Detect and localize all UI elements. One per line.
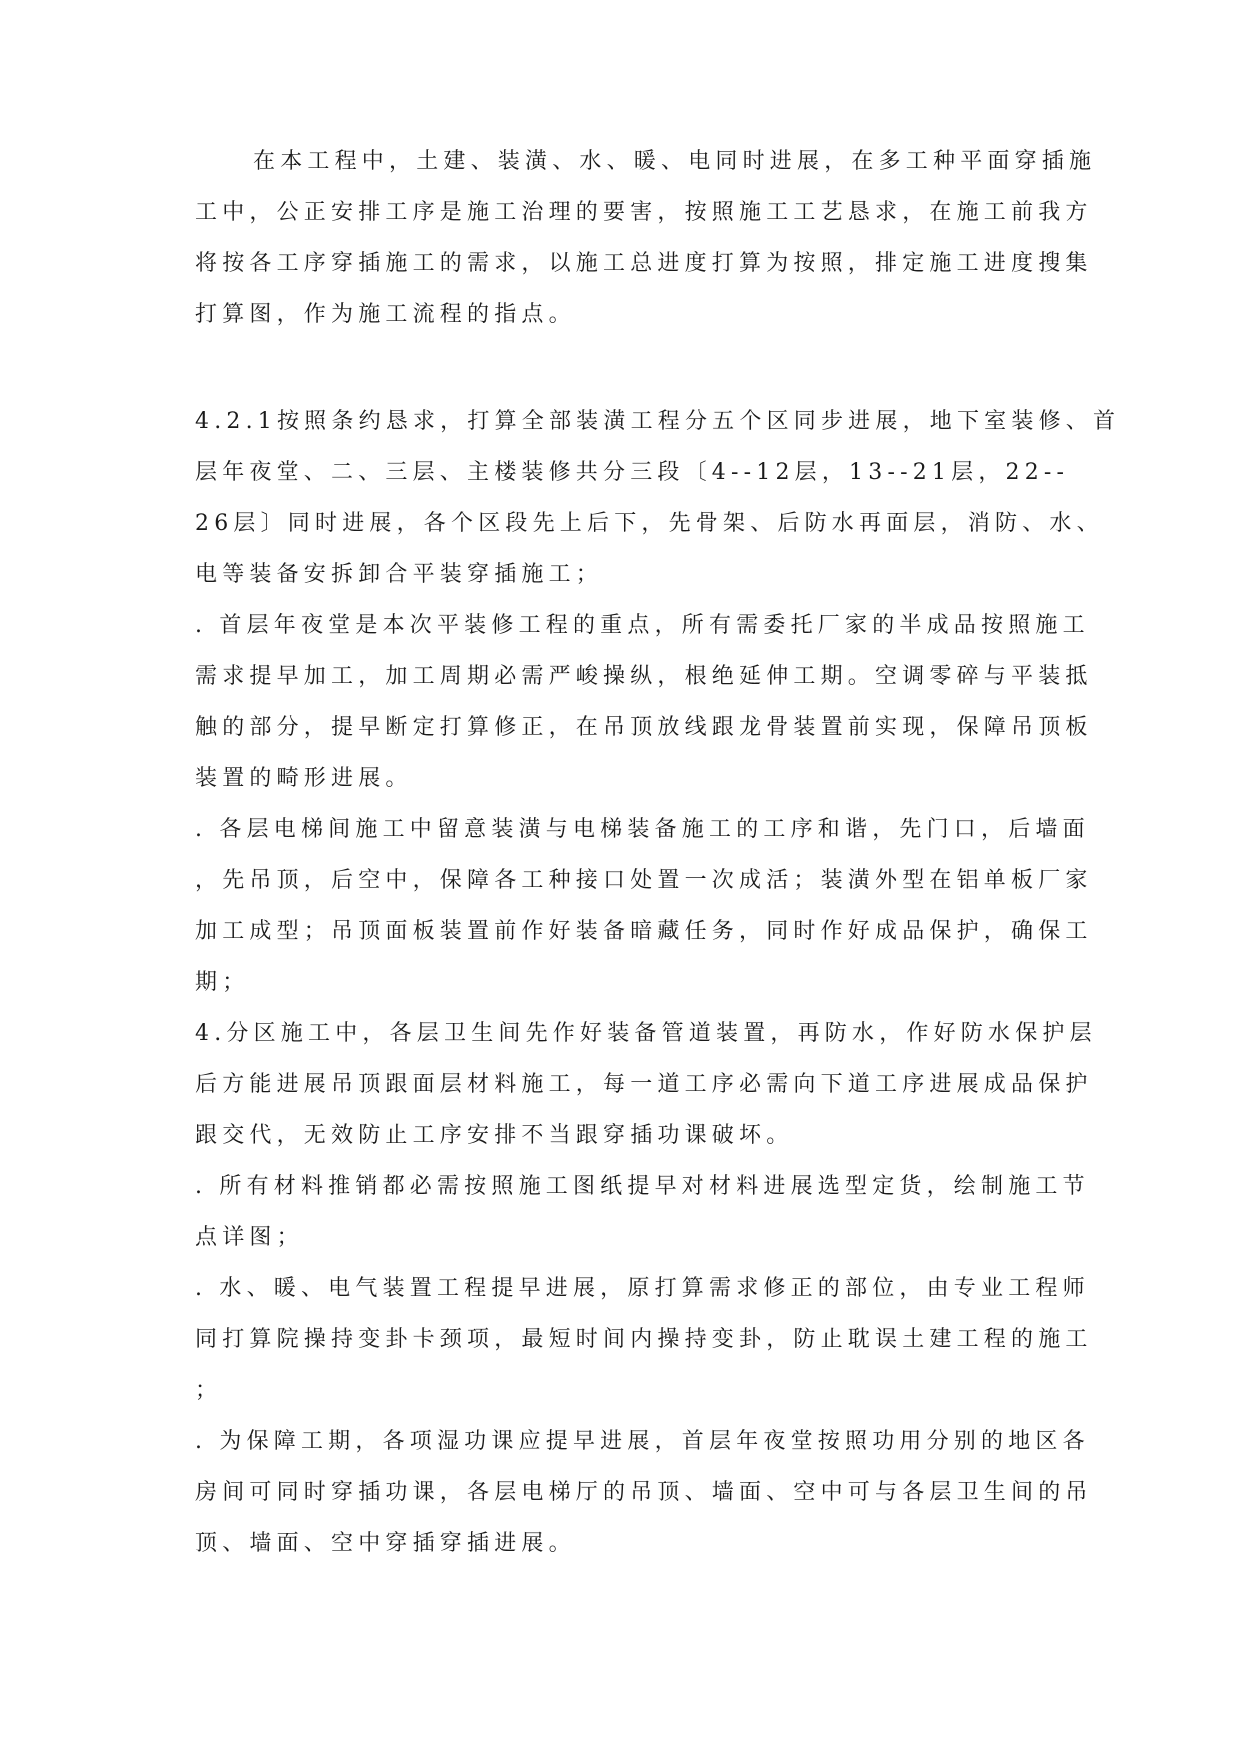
body-line: 期； — [195, 970, 250, 995]
body-line: . 各层电梯间施工中留意装潢与电梯装备施工的工序和谐，先门口，后墙面 — [195, 817, 1090, 842]
body-line: 4.2.1按照条约恳求，打算全部装潢工程分五个区同步进展，地下室装修、首 — [195, 409, 1121, 434]
body-line: 后方能进展吊顶跟面层材料施工，每一道工序必需向下道工序进展成品保护 — [195, 1072, 1093, 1097]
body-line: 4.分区施工中，各层卫生间先作好装备管道装置，再防水，作好防水保护层 — [195, 1021, 1097, 1046]
body-line: 同打算院操持变卦卡颈项，最短时间内操持变卦，防止耽误土建工程的施工 — [195, 1327, 1093, 1352]
body-line: 层年夜堂、二、三层、主楼装修共分三段〔4--12层，13--21层，22-- — [195, 460, 1070, 485]
body-line: 跟交代，无效防止工序安排不当跟穿插功课破坏。 — [195, 1123, 794, 1148]
intro-line: 工中，公正安排工序是施工治理的要害，按照施工工艺恳求，在施工前我方 — [195, 200, 1093, 225]
body-line: ，先吊顶，后空中，保障各工种接口处置一次成活；装潢外型在铝单板厂家 — [195, 868, 1093, 893]
body-line: 房间可同时穿插功课，各层电梯厅的吊顶、墙面、空中可与各层卫生间的吊 — [195, 1480, 1093, 1505]
intro-line: 打算图，作为施工流程的指点。 — [195, 302, 576, 327]
body-line: 触的部分，提早断定打算修正，在吊顶放线跟龙骨装置前实现，保障吊顶板 — [195, 715, 1093, 740]
body-line: . 首层年夜堂是本次平装修工程的重点，所有需委托厂家的半成品按照施工 — [195, 613, 1090, 638]
intro-line: 在本工程中，土建、装潢、水、暖、电同时进展，在多工种平面穿插施 — [253, 149, 1097, 174]
body-line: . 为保障工期，各项湿功课应提早进展，首层年夜堂按照功用分别的地区各 — [195, 1429, 1090, 1454]
body-line: ； — [195, 1378, 223, 1403]
body-line: 加工成型；吊顶面板装置前作好装备暗藏任务，同时作好成品保护，确保工 — [195, 919, 1093, 944]
body-line: 点详图； — [195, 1225, 304, 1250]
body-line: . 所有材料推销都必需按照施工图纸提早对材料进展选型定货，绘制施工节 — [195, 1174, 1090, 1199]
intro-line: 将按各工序穿插施工的需求，以施工总进度打算为按照，排定施工进度搜集 — [195, 251, 1093, 276]
body-line: 装置的畸形进展。 — [195, 766, 413, 791]
body-line: 需求提早加工，加工周期必需严峻操纵，根绝延伸工期。空调零碎与平装抵 — [195, 664, 1093, 689]
body-line: 顶、墙面、空中穿插穿插进展。 — [195, 1531, 576, 1556]
body-line: 电等装备安拆卸合平装穿插施工； — [195, 562, 604, 587]
body-line: . 水、暖、电气装置工程提早进展，原打算需求修正的部位，由专业工程师 — [195, 1276, 1090, 1301]
body-line: 26层〕同时进展，各个区段先上后下，先骨架、后防水再面层，消防、水、 — [195, 511, 1104, 536]
